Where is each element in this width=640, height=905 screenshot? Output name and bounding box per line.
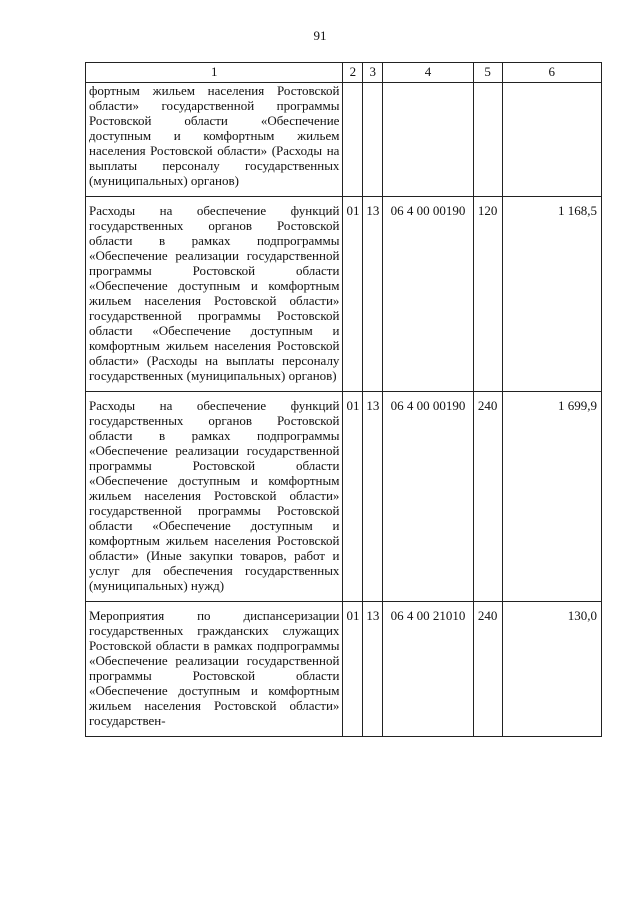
- row-pr: 13: [363, 392, 383, 602]
- row-description: фортным жильем населения Ростовской области» государственной программы Ростовской области «Обеспечение доступным и комфортным жильем населения Ростовской области» (Расходы на выплаты персоналу государственных (муниципальных) органов): [86, 83, 343, 197]
- row-vr: 240: [473, 602, 502, 737]
- table-row: [86, 83, 602, 197]
- row-description: Расходы на обеспечение функций государственных органов Ростовской области в рамках подпрограммы «Обеспечение реализации государственной программы Ростовской области «Обеспечение доступным и комфортным жильем населения Ростовской области» государственной программы Ростовской области «Обеспечение доступным и комфортным жильем населения Ростовской области» (Расходы на выплаты персоналу государственных (муниципальных) органов): [86, 197, 343, 392]
- row-rz: [343, 83, 363, 197]
- row-pr: 13: [363, 197, 383, 392]
- budget-table: [85, 62, 602, 737]
- row-csr: 06 4 00 00190: [383, 197, 474, 392]
- header-cell-3: 3: [363, 63, 383, 83]
- table-row: [86, 392, 602, 602]
- row-vr: 120: [473, 197, 502, 392]
- row-vr: [473, 83, 502, 197]
- row-sum: [502, 83, 602, 197]
- table-row: [86, 602, 602, 737]
- page-number: 91: [313, 28, 327, 43]
- row-csr: 06 4 00 21010: [383, 602, 474, 737]
- row-sum: 1 699,9: [502, 392, 602, 602]
- header-cell-4: 4: [383, 63, 474, 83]
- row-vr: 240: [473, 392, 502, 602]
- header-cell-1: 1: [86, 63, 343, 83]
- row-pr: [363, 83, 383, 197]
- row-sum: 1 168,5: [502, 197, 602, 392]
- row-rz: 01: [343, 392, 363, 602]
- header-cell-2: 2: [343, 63, 363, 83]
- row-rz: 01: [343, 197, 363, 392]
- row-description: Мероприятия по диспансеризации государственных гражданских служащих Ростовской области в рамках подпрограммы «Обеспечение реализации государственной программы Ростовской области «Обеспечение доступным и комфортным жильем населения Ростовской области» государствен-: [86, 602, 343, 737]
- row-csr: [383, 83, 474, 197]
- row-csr: 06 4 00 00190: [383, 392, 474, 602]
- table-header-row: [86, 63, 602, 83]
- header-cell-6: 6: [502, 63, 602, 83]
- table-row: [86, 197, 602, 392]
- row-pr: 13: [363, 602, 383, 737]
- row-rz: 01: [343, 602, 363, 737]
- row-description: Расходы на обеспечение функций государственных органов Ростовской области в рамках подпрограммы «Обеспечение реализации государственной программы Ростовской области «Обеспечение доступным и комфортным жильем населения Ростовской области» государственной программы Ростовской области «Обеспечение доступным и комфортным жильем населения Ростовской области» (Иные закупки товаров, работ и услуг для обеспечения государственных (муниципальных) нужд): [86, 392, 343, 602]
- header-cell-5: 5: [473, 63, 502, 83]
- row-sum: 130,0: [502, 602, 602, 737]
